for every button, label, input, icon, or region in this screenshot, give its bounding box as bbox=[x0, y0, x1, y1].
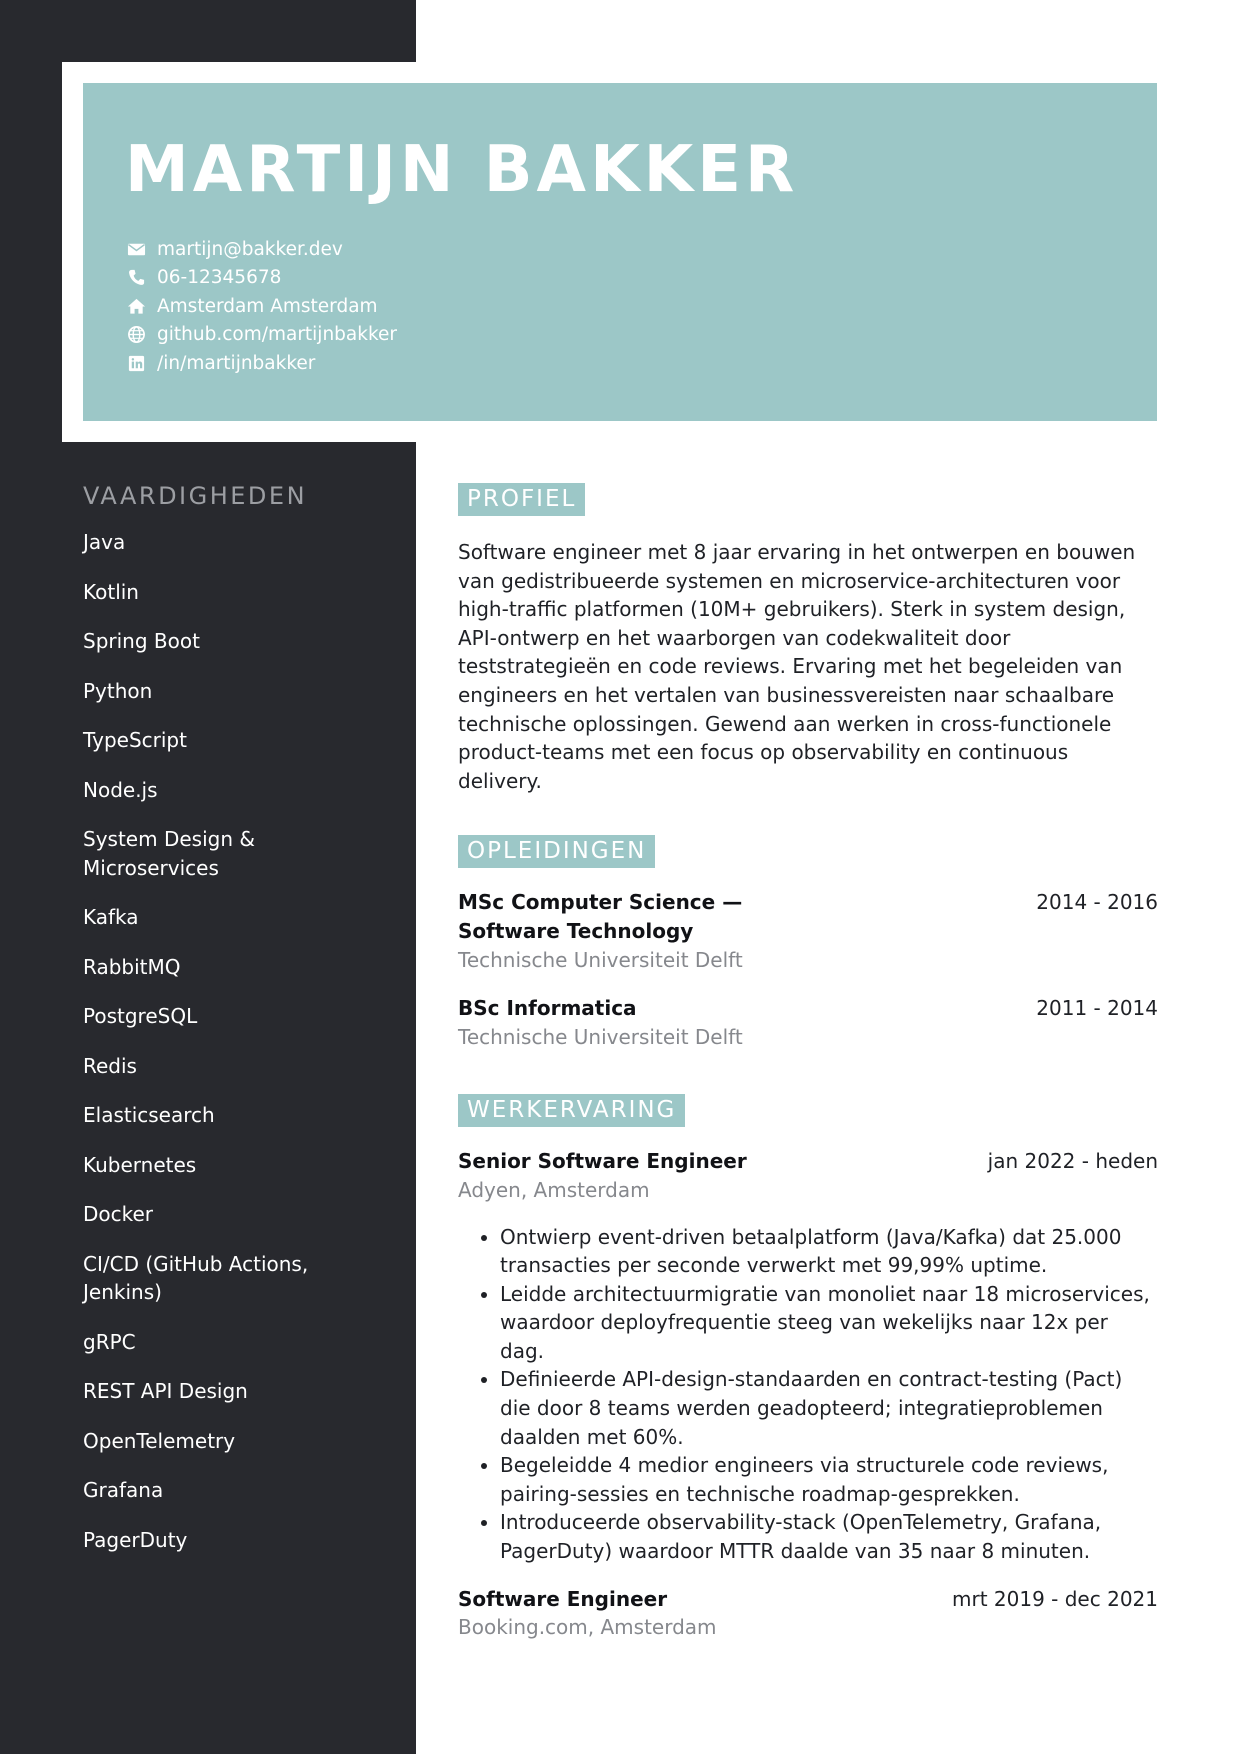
contact-phone[interactable] bbox=[125, 264, 397, 293]
home-icon bbox=[125, 296, 147, 316]
contact-github-text: github.com/martijnbakker bbox=[157, 324, 398, 346]
contact-email[interactable] bbox=[125, 235, 397, 264]
skill-item: Java bbox=[83, 530, 126, 554]
contact-linkedin-text: /in/martijnbakker bbox=[157, 352, 316, 374]
education-degree: BSc Informatica bbox=[458, 996, 637, 1021]
job-role: Software Engineer bbox=[458, 1586, 668, 1611]
job-role: Senior Software Engineer bbox=[458, 1149, 747, 1174]
profile-heading: PROFIEL bbox=[458, 483, 585, 516]
job-achievements bbox=[458, 1223, 1158, 1566]
profile-section bbox=[458, 483, 1158, 795]
skill-item: Spring Boot bbox=[83, 629, 200, 653]
contact-email-text: martijn@bakker.dev bbox=[157, 238, 343, 260]
skill-item: gRPC bbox=[83, 1329, 136, 1354]
education-entry bbox=[458, 994, 1158, 1051]
contact-linkedin[interactable] bbox=[125, 349, 397, 378]
education-dates: 2014 - 2016 bbox=[1036, 890, 1158, 915]
job-dates: mrt 2019 - dec 2021 bbox=[952, 1586, 1158, 1611]
education-entry bbox=[458, 888, 1158, 974]
skill-item: Python bbox=[83, 678, 153, 703]
skill-item: Docker bbox=[83, 1202, 154, 1226]
contact-phone-text: 06-12345678 bbox=[157, 267, 282, 289]
skill-item: Kafka bbox=[83, 905, 139, 929]
skill-item: Elasticsearch bbox=[83, 1103, 215, 1127]
skill-item: OpenTelemetry bbox=[83, 1428, 236, 1453]
skill-item: PagerDuty bbox=[83, 1527, 188, 1552]
contact-github[interactable] bbox=[125, 321, 397, 350]
experience-section bbox=[458, 1094, 1158, 1642]
skills-section bbox=[83, 482, 383, 1575]
job-company: Booking.com, Amsterdam bbox=[458, 1615, 717, 1640]
skill-item: Kubernetes bbox=[83, 1152, 197, 1177]
experience-entry bbox=[458, 1585, 1158, 1642]
achievement-item: • Begeleidde 4 medior engineers via structurele code reviews, pairing-sessies en technische roadmap-gesprekken. bbox=[500, 1451, 1158, 1508]
skill-item: PostgreSQL bbox=[83, 1004, 198, 1028]
skill-item: REST API Design bbox=[83, 1379, 248, 1403]
skill-item: Redis bbox=[83, 1053, 137, 1078]
skills-title: VAARDIGHEDEN bbox=[83, 482, 308, 510]
skill-item: TypeScript bbox=[83, 728, 187, 752]
header-banner bbox=[83, 83, 1157, 421]
achievement-item: • Ontwierp event-driven betaalplatform (Java/Kafka) dat 25.000 transacties per seconde verwerkt met 99,99% uptime. bbox=[500, 1223, 1158, 1280]
education-school: Technische Universiteit Delft bbox=[458, 1024, 743, 1049]
achievement-item: • Leidde architectuurmigratie van monoliet naar 18 microservices, waardoor deployfrequentie steeg van wekelijks naar 12x per dag. bbox=[500, 1280, 1158, 1366]
experience-entry bbox=[458, 1147, 1158, 1565]
envelope-icon bbox=[125, 239, 147, 259]
contact-location-text: Amsterdam Amsterdam bbox=[157, 295, 378, 317]
job-company: Adyen, Amsterdam bbox=[458, 1177, 650, 1202]
skill-item: System Design & Microservices bbox=[83, 827, 255, 880]
achievement-item: • Introduceerde observability-stack (OpenTelemetry, Grafana, PagerDuty) waardoor MTTR daalde van 35 naar 8 minuten. bbox=[500, 1508, 1158, 1565]
experience-heading: WERKERVARING bbox=[458, 1094, 685, 1127]
globe-icon bbox=[125, 325, 147, 345]
education-dates: 2011 - 2014 bbox=[1036, 996, 1158, 1021]
contact-list bbox=[125, 235, 397, 378]
education-section bbox=[458, 835, 1158, 1051]
education-heading: OPLEIDINGEN bbox=[458, 835, 655, 868]
candidate-name: MARTIJN BAKKER bbox=[125, 133, 799, 207]
profile-text: Software engineer met 8 jaar ervaring in het ontwerpen en bouwen van gedistribueerde systemen en microservice-architecturen voor high-traffic platformen (10M+ gebruikers). Sterk in system design, API-ontwerp en het waarborgen van codekwaliteit door teststrategieën en code reviews. Ervaring met het begeleiden van engineers en het vertalen van businessvereisten naar schaalbare technische oplossingen. Gewend aan werken in cross-functionele product-teams met een focus op observability en continuous delivery. bbox=[458, 540, 1136, 793]
main-content bbox=[458, 483, 1158, 1642]
education-school: Technische Universiteit Delft bbox=[458, 947, 743, 972]
phone-icon bbox=[125, 268, 147, 288]
skill-item: CI/CD (GitHub Actions, Jenkins) bbox=[83, 1251, 309, 1304]
achievement-item: • Definieerde API-design-standaarden en contract-testing (Pact) die door 8 teams werden geadopteerd; integratieproblemen daalden met 60%. bbox=[500, 1365, 1158, 1451]
education-degree: MSc Computer Science — Software Technology bbox=[458, 890, 743, 943]
job-dates: jan 2022 - heden bbox=[987, 1149, 1158, 1174]
skill-item: RabbitMQ bbox=[83, 954, 181, 979]
skill-item: Node.js bbox=[83, 777, 158, 802]
linkedin-icon bbox=[125, 353, 147, 373]
skill-item: Grafana bbox=[83, 1478, 164, 1502]
skill-item: Kotlin bbox=[83, 579, 139, 604]
contact-location bbox=[125, 292, 397, 321]
